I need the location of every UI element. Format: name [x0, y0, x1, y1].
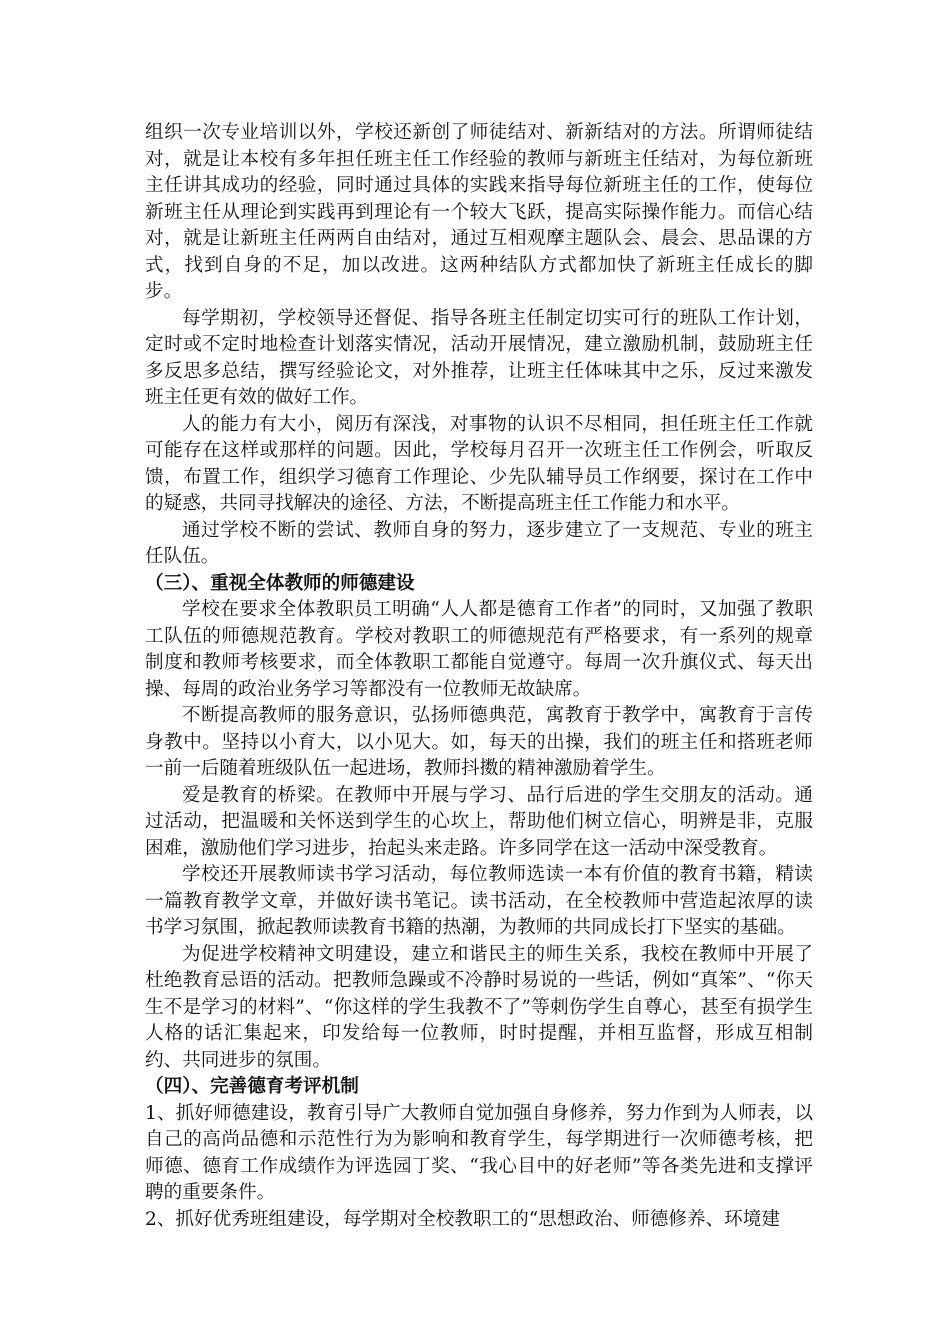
- list-item-paragraph: 2、抓好优秀班组建设，每学期对全校教职工的“思想政治、师德修养、环境建: [145, 1208, 780, 1230]
- body-paragraph: 爱是教育的桥梁。在教师中开展与学习、品行后进的学生交朋友的活动。通过活动，把温暖和关怀送到学生的心坎上，帮助他们树立信心，明辨是非，克服困难，激励他们学习进步，抬起头来走路。许多同学在这一活动中深受教育。: [145, 784, 813, 859]
- list-item-paragraph: 1、抓好师德建设，教育引导广大教师自觉加强自身修养，努力作到为人师表，以自己的高尚品德和示范性行为为影响和教育学生，每学期进行一次师德考核，把师德、德育工作成绩作为评选园丁奖、“我心目中的好老师”等各类先进和支撑评聘的重要条件。: [145, 1102, 813, 1203]
- body-paragraph: 为促进学校精神文明建设，建立和谐民主的师生关系，我校在教师中开展了杜绝教育忌语的活动。把教师急躁或不冷静时易说的一些话，例如“真笨”、“你天生不是学习的材料”、“你这样的学生我教不了”等刺伤学生自尊心，甚至有损学生人格的话汇集起来，印发给每一位教师，时时提醒，并相互监督，形成互相制约、共同进步的氛围。: [145, 943, 813, 1071]
- body-paragraph: 组织一次专业培训以外，学校还新创了师徒结对、新新结对的方法。所谓师徒结对，就是让本校有多年担任班主任工作经验的教师与新班主任结对，为每位新班主任讲其成功的经验，同时通过具体的实践来指导每位新班主任的工作，使每位新班主任从理论到实践再到理论有一个较大飞跃，提高实际操作能力。而信心结对，就是让新班主任两两自由结对，通过互相观摩主题队会、晨会、思品课的方式，找到自身的不足，加以改进。这两种结队方式都加快了新班主任成长的脚步。: [145, 122, 813, 302]
- document-page: [145, 120, 813, 1233]
- body-paragraph: 学校还开展教师读书学习活动，每位教师选读一本有价值的教育书籍，精读一篇教育教学文章，并做好读书笔记。读书活动，在全校教师中营造起浓厚的读书学习氛围，掀起教师读教育书籍的热潮，为教师的共同成长打下坚实的基础。: [145, 864, 813, 938]
- body-paragraph: 通过学校不断的尝试、教师自身的努力，逐步建立了一支规范、专业的班主任队伍。: [145, 519, 813, 567]
- body-paragraph: 学校在要求全体教职员工明确“人人都是德育工作者”的同时，又加强了教职工队伍的师德规范教育。学校对教职工的师德规范有严格要求，有一系列的规章制度和教师考核要求，而全体教职工都能自觉遵守。每周一次升旗仪式、每天出操、每周的政治业务学习等都没有一位教师无故缺席。: [145, 599, 813, 700]
- body-paragraph: 人的能力有大小，阅历有深浅，对事物的认识不尽相同，担任班主任工作就可能存在这样或那样的问题。因此，学校每月召开一次班主任工作例会，听取反馈，布置工作，组织学习德育工作理论、少先队辅导员工作纲要，探讨在工作中的疑惑，共同寻找解决的途径、方法，不断提高班主任工作能力和水平。: [145, 413, 813, 514]
- body-paragraph: 不断提高教师的服务意识，弘扬师德典范，寓教育于教学中，寓教育于言传身教中。坚持以小育大，以小见大。如，每天的出操，我们的班主任和搭班老师一前一后随着班级队伍一起进场，教师抖擞的精神激励着学生。: [145, 705, 813, 779]
- section-heading: （三）、重视全体教师的师德建设: [145, 572, 415, 594]
- section-heading: （四）、完善德育考评机制: [145, 1076, 359, 1097]
- body-paragraph: 每学期初，学校领导还督促、指导各班主任制定切实可行的班队工作计划，定时或不定时地检查计划落实情况，活动开展情况，建立激励机制，鼓励班主任多反思多总结，撰写经验论文，对外推荐，让班主任体味其中之乐，反过来激发班主任更有效的做好工作。: [145, 307, 813, 408]
